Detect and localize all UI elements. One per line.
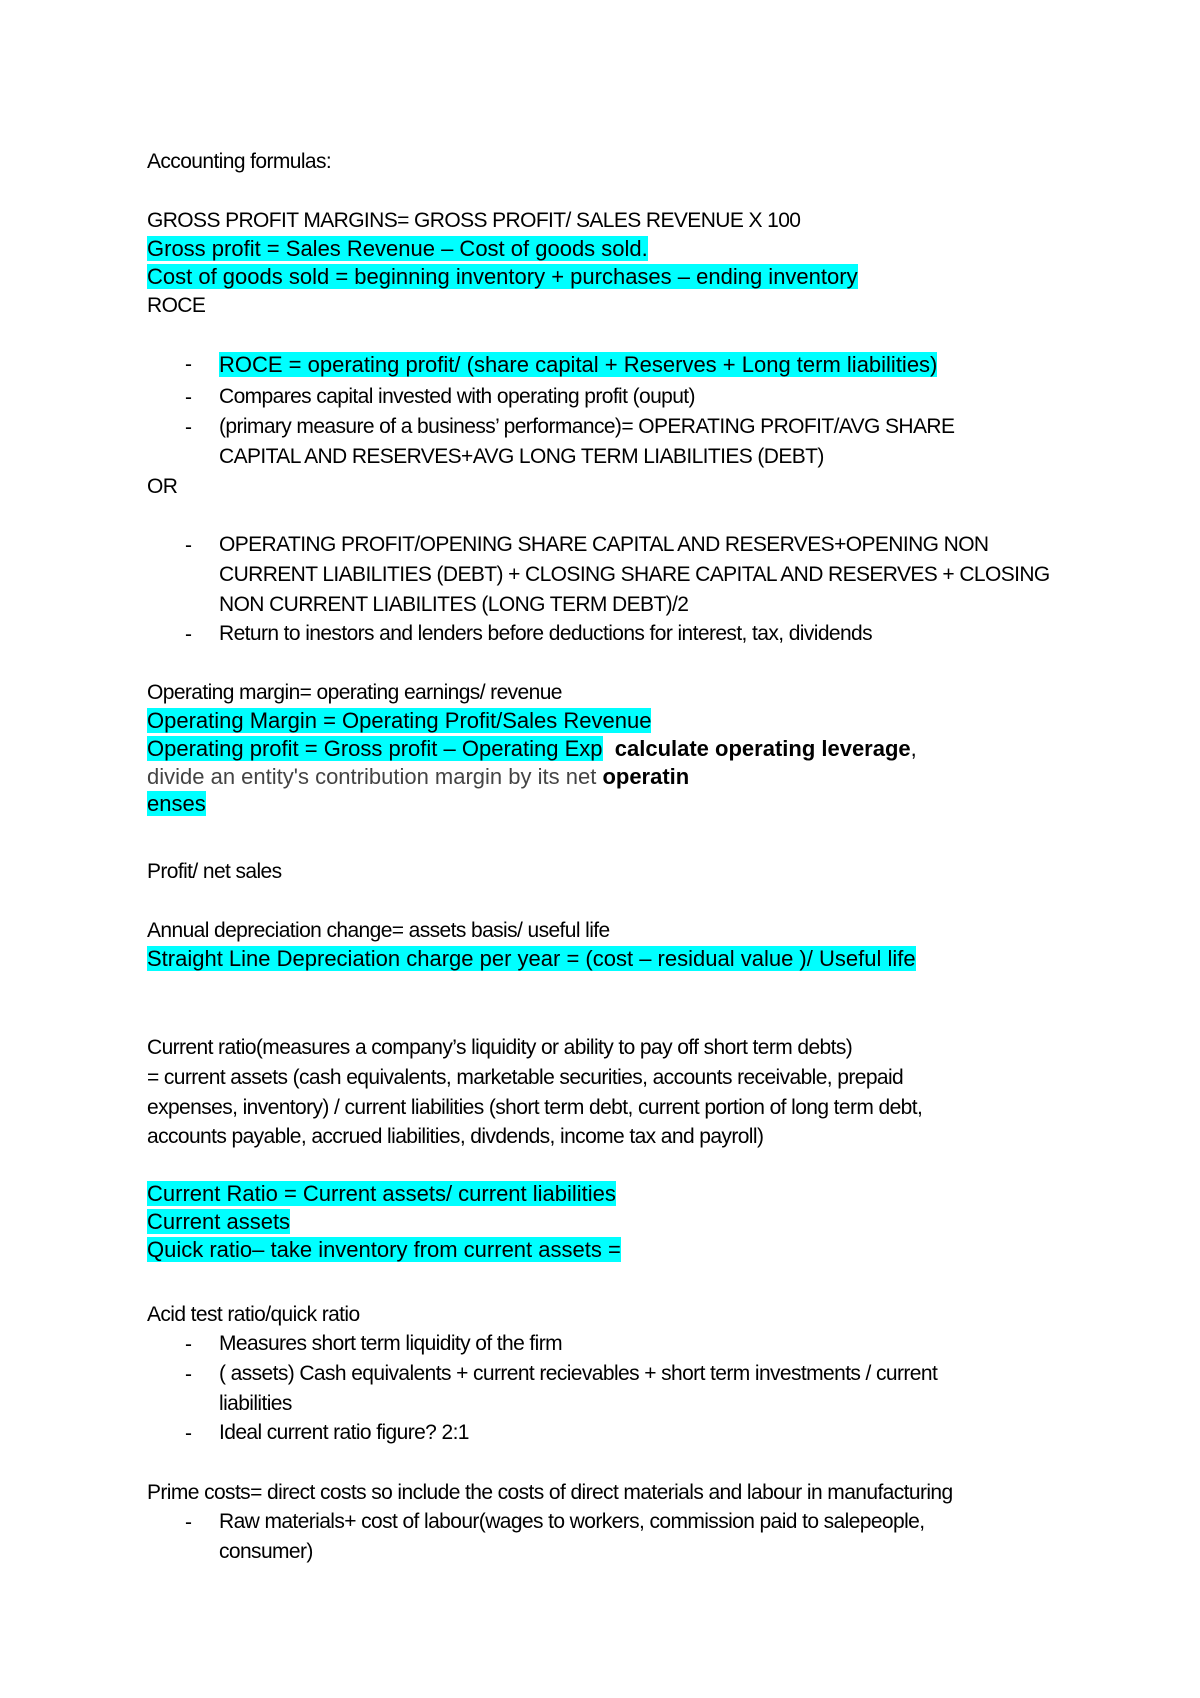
operating-profit-formula: Operating profit = Gross profit – Operating Exp [147, 736, 603, 761]
enses-fragment: enses [147, 791, 206, 816]
roce-bullet-opening-l3: NON CURRENT LIABILITES (LONG TERM DEBT)/2 [219, 593, 689, 616]
current-ratio-l3: expenses, inventory) / current liabilities (short term debt, current portion of long term debt, [147, 1096, 923, 1119]
bullet-dash: - [185, 1363, 192, 1386]
bullet-dash: - [185, 1511, 192, 1534]
current-assets-label: Current assets [147, 1209, 291, 1234]
bullet-dash: - [185, 534, 192, 557]
quick-ratio-formula: Quick ratio– take inventory from current assets = [147, 1237, 621, 1262]
gpm-formula: GROSS PROFIT MARGINS= GROSS PROFIT/ SALES REVENUE X 100 [147, 209, 801, 232]
or-label: OR [147, 475, 178, 498]
bullet-dash: - [185, 353, 192, 376]
operating-margin-text: Operating margin= operating earnings/ revenue [147, 681, 562, 704]
acid-bullet-ideal: Ideal current ratio figure? 2:1 [219, 1421, 469, 1444]
acid-bullet-assets-l1: ( assets) Cash equivalents + current recievables + short term investments / current [219, 1362, 938, 1385]
current-ratio-l2: = current assets (cash equivalents, marketable securities, accounts receivable, prepaid [147, 1066, 904, 1089]
annual-depreciation: Annual depreciation change= assets basis/ useful life [147, 919, 610, 942]
roce-label: ROCE [147, 294, 206, 317]
bullet-dash: - [185, 1422, 192, 1445]
bullet-dash: - [185, 416, 192, 439]
roce-bullet-compares: Compares capital invested with operating profit (ouput) [219, 385, 695, 408]
operating-margin-formula: Operating Margin = Operating Profit/Sales Revenue [147, 708, 652, 733]
acid-bullet-measures: Measures short term liquidity of the firm [219, 1332, 563, 1355]
roce-bullet-return: Return to inestors and lenders before deductions for interest, tax, dividends [219, 622, 873, 645]
roce-bullet-opening-l2: CURRENT LIABILITIES (DEBT) + CLOSING SHARE CAPITAL AND RESERVES + CLOSING [219, 563, 1050, 586]
prime-costs-title: Prime costs= direct costs so include the costs of direct materials and labour in manufacturing [147, 1481, 953, 1504]
prime-bullet-l1: Raw materials+ cost of labour(wages to workers, commission paid to salepeople, [219, 1510, 925, 1533]
straight-line-formula: Straight Line Depreciation charge per year = (cost – residual value )/ Useful life [147, 946, 916, 971]
acid-bullet-assets-l2: liabilities [219, 1392, 292, 1415]
document-heading: Accounting formulas: [147, 150, 332, 173]
acid-test-title: Acid test ratio/quick ratio [147, 1303, 360, 1326]
roce-bullet-primary-l1: (primary measure of a business’ performance)= OPERATING PROFIT/AVG SHARE [219, 415, 955, 438]
bullet-dash: - [185, 623, 192, 646]
roce-bullet-opening-l1: OPERATING PROFIT/OPENING SHARE CAPITAL AND RESERVES+OPENING NON [219, 533, 989, 556]
prime-bullet-l2: consumer) [219, 1540, 313, 1563]
divide-bold: operatin [602, 764, 690, 789]
gross-profit-formula: Gross profit = Sales Revenue – Cost of goods sold. [147, 236, 648, 261]
bullet-dash: - [185, 1333, 192, 1356]
operating-leverage-bold: calculate operating leverage [614, 736, 911, 761]
current-ratio-formula: Current Ratio = Current assets/ current liabilities [147, 1181, 616, 1206]
divide-text: divide an entity's contribution margin by its net [147, 764, 603, 789]
roce-formula: ROCE = operating profit/ (share capital + Reserves + Long term liabilities) [219, 352, 938, 377]
bullet-dash: - [185, 386, 192, 409]
current-ratio-l1: Current ratio(measures a company’s liquidity or ability to pay off short term debts) [147, 1036, 853, 1059]
roce-bullet-primary-l2: CAPITAL AND RESERVES+AVG LONG TERM LIABILITIES (DEBT) [219, 445, 824, 468]
leverage-comma: , [910, 736, 917, 761]
current-ratio-l4: accounts payable, accrued liabilities, divdends, income tax and payroll) [147, 1125, 764, 1148]
cogs-formula: Cost of goods sold = beginning inventory + purchases – ending inventory [147, 264, 858, 289]
profit-net-sales: Profit/ net sales [147, 860, 282, 883]
